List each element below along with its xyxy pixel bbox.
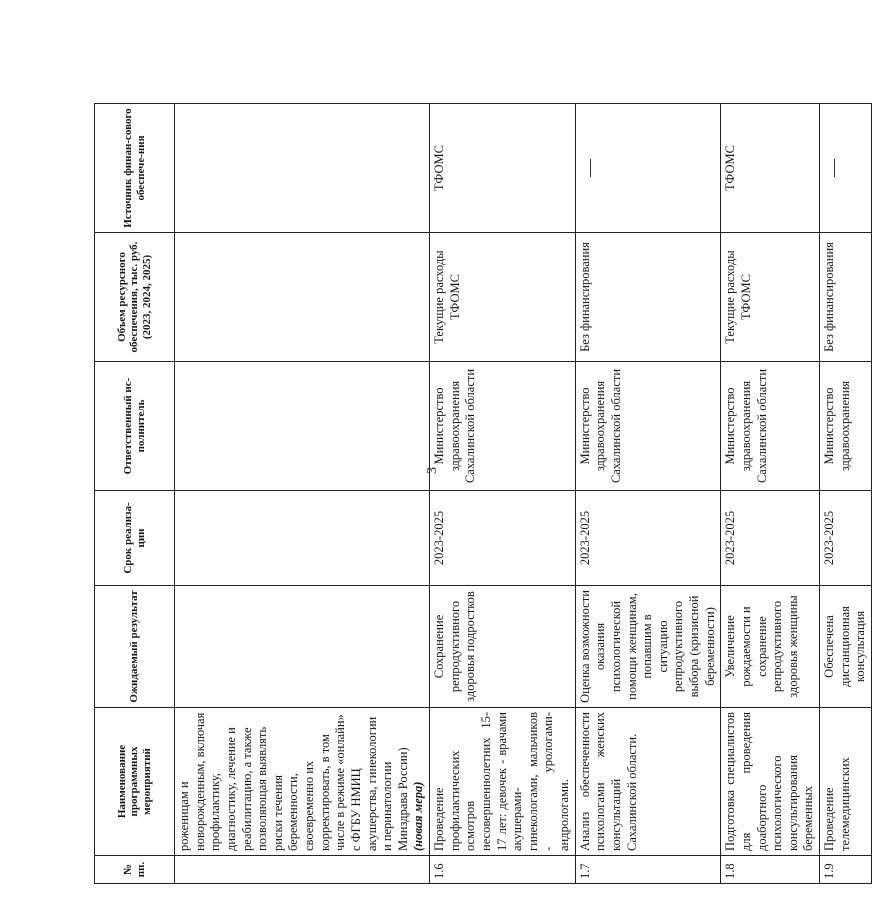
row-result: Сохранение репродуктивного здоровья подростков <box>430 586 576 708</box>
row-name-text: роженицам и новорожденным, включая профилактику, диагностику, лечение и реабилитацию, а также позволяющая выявлять риски течения беременности, своевременно их корректировать, в том числе в режиме «онлайн» с ФГБУ НМИЦ акушерства, гинекологии и перинатологии Минздрава России) <box>177 712 410 851</box>
row-num: 1.6 <box>430 856 576 884</box>
row-executor: Министерство здравоохранения Сахалинской области <box>430 362 576 491</box>
page-number: 3 <box>425 467 440 474</box>
table-row <box>430 104 576 884</box>
header-source: Источник финан-сового обеспече-ния <box>95 104 175 233</box>
row-name: Анализ обеспеченности психологами женских консультаций Сахалинской области. <box>575 708 721 856</box>
row-source: — <box>820 104 872 233</box>
table-row <box>575 104 721 884</box>
row-volume: Без финансирования <box>820 233 872 362</box>
measures-table <box>94 103 872 884</box>
row-volume: Без финансирования <box>575 233 721 362</box>
table-header-row <box>95 104 175 884</box>
row-executor <box>175 362 430 491</box>
row-volume: Текущие расходы ТФОМС <box>430 233 576 362</box>
row-source <box>175 104 430 233</box>
row-period: 2023-2025 <box>430 491 576 586</box>
row-num <box>175 856 430 884</box>
row-period: 2023-2025 <box>820 491 872 586</box>
header-result: Ожидаемый результат <box>95 586 175 708</box>
row-executor: Министерство здравоохранения Сахалинской области <box>575 362 721 491</box>
header-num: № пп. <box>95 856 175 884</box>
row-volume: Текущие расходы ТФОМС <box>721 233 820 362</box>
row-num: 1.9 <box>820 856 872 884</box>
table-row <box>721 104 820 884</box>
row-name: Проведение профилактических осмотров несовершеннолетних 15-17 лет: девочек - врачами акушерами-гинекологами, мальчиков - урологами- андрологами. <box>430 708 576 856</box>
header-volume: Объем ресурсного обеспечения, тыс. руб. (2023, 2024, 2025) <box>95 233 175 362</box>
row-name: Подготовка специалистов для проведения доабортного психологического консультирования беременных <box>721 708 820 856</box>
new-measure-tag: (новая мера) <box>411 781 426 851</box>
row-result: Оценка возможности оказания психологической помощи женщинам, попавшим в ситуацию репродуктивного выбора (кризисной беременности) <box>575 586 721 708</box>
row-source: ТФОМС <box>721 104 820 233</box>
row-executor: Министерство здравоохранения <box>820 362 872 491</box>
row-volume <box>175 233 430 362</box>
row-name: Проведение телемедицинских <box>820 708 872 856</box>
row-period: 2023-2025 <box>721 491 820 586</box>
row-executor: Министерство здравоохранения Сахалинской области <box>721 362 820 491</box>
row-result <box>175 586 430 708</box>
row-num: 1.7 <box>575 856 721 884</box>
row-name <box>175 708 430 856</box>
row-num: 1.8 <box>721 856 820 884</box>
row-source: ТФОМС <box>430 104 576 233</box>
header-name: Наименование программных мероприятий <box>95 708 175 856</box>
table-row <box>175 104 430 884</box>
header-executor: Ответственный ис-полнитель <box>95 362 175 491</box>
row-period: 2023-2025 <box>575 491 721 586</box>
row-result: Увеличение рождаемости и сохранение репродуктивного здоровья женщины <box>721 586 820 708</box>
header-period: Срок реализа-ции <box>95 491 175 586</box>
row-source: — <box>575 104 721 233</box>
row-result: Обеспечена дистанционная консультация <box>820 586 872 708</box>
table-row <box>820 104 872 884</box>
row-period <box>175 491 430 586</box>
